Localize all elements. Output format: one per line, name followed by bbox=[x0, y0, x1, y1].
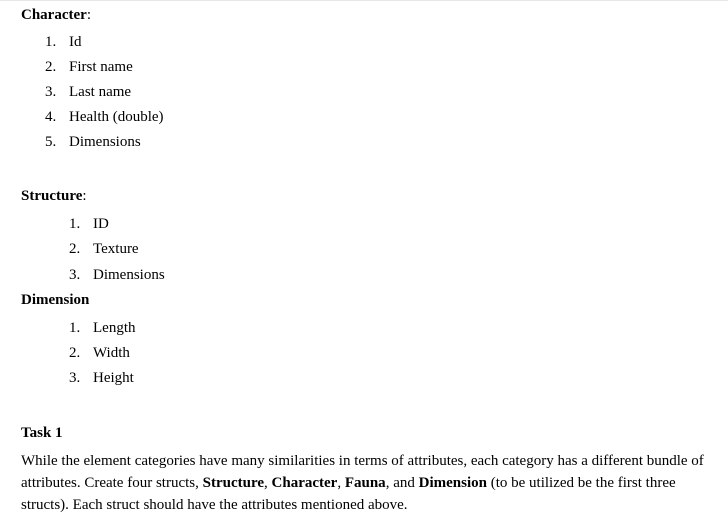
task-struct-structure: Structure bbox=[202, 475, 265, 491]
task-text-part: , bbox=[337, 475, 345, 491]
character-heading-text: Character bbox=[21, 7, 87, 23]
list-item-label: Dimensions bbox=[69, 134, 141, 150]
list-item-number: 3. bbox=[69, 370, 81, 386]
task-heading-text: Task 1 bbox=[21, 425, 63, 441]
list-item-number: 3. bbox=[69, 267, 81, 283]
list-item-number: 1. bbox=[69, 216, 81, 232]
list-item-number: 5. bbox=[45, 134, 57, 150]
list-item-number: 2. bbox=[45, 59, 57, 75]
structure-heading-text: Structure bbox=[21, 188, 83, 204]
list-item bbox=[69, 344, 136, 369]
list-item-label: ID bbox=[93, 216, 109, 232]
list-item-number: 3. bbox=[45, 84, 57, 100]
structure-attribute-list bbox=[69, 215, 165, 291]
list-item bbox=[69, 266, 165, 291]
list-item bbox=[69, 369, 136, 394]
structure-heading-colon: : bbox=[82, 188, 87, 204]
dimension-heading-text: Dimension bbox=[21, 292, 90, 308]
list-item bbox=[45, 108, 164, 133]
dimension-heading bbox=[21, 291, 89, 309]
task-text-part: (to be utilized be the first three structs). Each struct should have the attributes mentioned above. bbox=[21, 475, 676, 513]
task-struct-fauna: Fauna bbox=[344, 475, 386, 491]
list-item bbox=[69, 240, 165, 266]
list-item bbox=[45, 133, 164, 158]
list-item bbox=[45, 83, 164, 108]
task-text-part: While the element categories have many similarities in terms of attributes, each category has a different bundle of attributes. Create four structs, bbox=[21, 453, 704, 491]
list-item-label: Dimensions bbox=[93, 267, 165, 283]
character-attribute-list bbox=[45, 33, 164, 158]
top-divider bbox=[0, 0, 728, 1]
list-item bbox=[69, 215, 165, 240]
structure-heading bbox=[21, 187, 87, 205]
list-item-number: 1. bbox=[69, 320, 81, 336]
task-heading bbox=[21, 424, 63, 442]
task-struct-character: Character bbox=[271, 475, 338, 491]
list-item-label: Id bbox=[69, 34, 82, 50]
list-item-number: 2. bbox=[69, 241, 81, 257]
list-item bbox=[45, 58, 164, 83]
list-item-label: Width bbox=[93, 345, 130, 361]
dimension-attribute-list bbox=[69, 319, 136, 394]
list-item bbox=[69, 319, 136, 344]
character-heading bbox=[21, 6, 91, 24]
list-item bbox=[45, 33, 164, 58]
list-item-label: Health (double) bbox=[69, 109, 164, 125]
task-text-part: , bbox=[264, 475, 272, 491]
list-item-label: Height bbox=[93, 370, 134, 386]
list-item-label: Last name bbox=[69, 84, 132, 100]
list-item-number: 2. bbox=[69, 345, 81, 361]
list-item-label: Texture bbox=[93, 241, 139, 257]
character-heading-colon: : bbox=[86, 7, 91, 23]
list-item-number: 1. bbox=[45, 34, 57, 50]
list-item-label: First name bbox=[69, 59, 133, 75]
list-item-label: Length bbox=[93, 320, 136, 336]
list-item-number: 4. bbox=[45, 109, 57, 125]
task-description bbox=[21, 450, 711, 516]
task-struct-dimension: Dimension bbox=[418, 475, 487, 491]
task-text-part: , and bbox=[385, 475, 419, 491]
